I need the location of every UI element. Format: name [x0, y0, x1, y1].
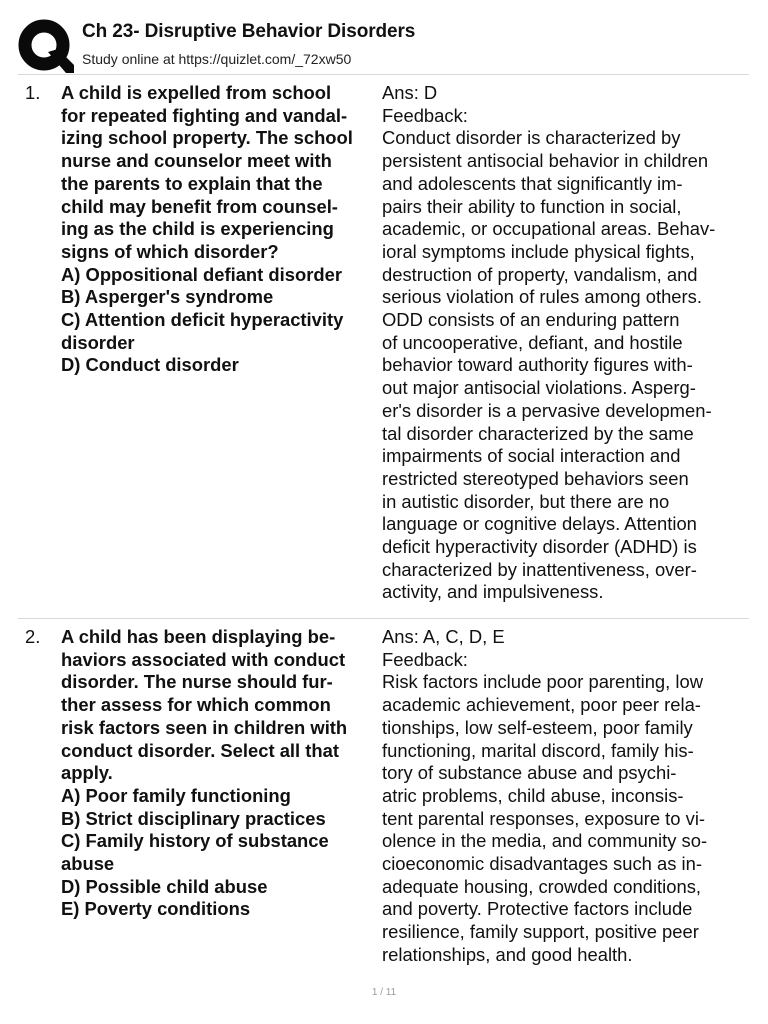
- answer-line: adequate housing, crowded conditions,: [382, 875, 701, 897]
- answer-line: resilience, family support, positive peer: [382, 921, 699, 943]
- answer-line: Conduct disorder is characterized by: [382, 127, 681, 149]
- answer-line: olence in the media, and community so-: [382, 830, 708, 852]
- answer-text: [382, 82, 748, 604]
- question-line: A) Poor family functioning: [61, 784, 291, 806]
- question-line: A child has been displaying be-: [61, 626, 336, 647]
- answer-line: relationships, and good health.: [382, 943, 633, 965]
- question-line: disorder. The nurse should fur-: [61, 671, 333, 693]
- answer-line: restricted stereotyped behaviors seen: [382, 467, 689, 489]
- answer-line: characterized by inattentiveness, over-: [382, 558, 697, 580]
- question-line: the parents to explain that the: [61, 172, 323, 194]
- question-line: A) Oppositional defiant disorder: [61, 263, 342, 285]
- answer-line: language or cognitive delays. Attention: [382, 513, 697, 535]
- question-line: conduct disorder. Select all that: [61, 739, 339, 761]
- question-line: D) Conduct disorder: [61, 354, 239, 376]
- question-text: [61, 82, 381, 377]
- answer-line: pairs their ability to function in social,: [382, 195, 682, 217]
- question-line: disorder: [61, 331, 135, 353]
- answer-line: serious violation of rules among others.: [382, 286, 702, 308]
- question-line: risk factors seen in children with: [61, 716, 348, 738]
- question-line: ing as the child is experiencing: [61, 218, 334, 240]
- answer-line: ODD consists of an enduring pattern: [382, 309, 680, 331]
- answer-line: tent parental responses, exposure to vi-: [382, 807, 706, 829]
- study-online-link-text[interactable]: Study online at https://quizlet.com/_72xw50: [82, 51, 352, 67]
- answer-line: of uncooperative, defiant, and hostile: [382, 331, 683, 353]
- question-line: C) Family history of substance: [61, 830, 329, 852]
- card-number: 1.: [25, 82, 41, 103]
- question-line: child may benefit from counsel-: [61, 195, 338, 217]
- answer-line: atric problems, child abuse, inconsis-: [382, 784, 684, 806]
- answer-line: academic, or occupational areas. Behav-: [382, 218, 716, 240]
- answer-line: and poverty. Protective factors include: [382, 898, 693, 920]
- answer-line: destruction of property, vandalism, and: [382, 263, 698, 285]
- answer-line: Feedback:: [382, 104, 468, 126]
- answer-text: [382, 626, 748, 967]
- divider: [18, 618, 749, 619]
- flashcard-1: [18, 82, 749, 610]
- question-line: C) Attention deficit hyperactivity: [61, 309, 344, 331]
- answer-line: tal disorder characterized by the same: [382, 422, 694, 444]
- answer-line: Risk factors include poor parenting, low: [382, 671, 703, 693]
- answer-line: Ans: A, C, D, E: [382, 626, 505, 647]
- question-line: izing school property. The school: [61, 127, 353, 149]
- answer-line: impairments of social interaction and: [382, 445, 681, 467]
- answer-line: cioeconomic disadvantages such as in-: [382, 853, 702, 875]
- question-line: haviors associated with conduct: [61, 648, 346, 670]
- answer-line: behavior toward authority figures with-: [382, 354, 693, 376]
- question-line: ther assess for which common: [61, 694, 331, 716]
- answer-line: tionships, low self-esteem, poor family: [382, 716, 693, 738]
- answer-line: persistent antisocial behavior in children: [382, 150, 709, 172]
- question-line: nurse and counselor meet with: [61, 150, 332, 172]
- document-title: Ch 23- Disruptive Behavior Disorders: [82, 21, 416, 42]
- question-line: B) Strict disciplinary practices: [61, 807, 326, 829]
- answer-line: tory of substance abuse and psychi-: [382, 762, 677, 784]
- card-number: 2.: [25, 626, 41, 647]
- answer-line: Feedback:: [382, 648, 468, 670]
- question-line: abuse: [61, 853, 115, 875]
- question-line: B) Asperger's syndrome: [61, 286, 274, 308]
- answer-line: out major antisocial violations. Asperg-: [382, 377, 696, 399]
- question-text: [61, 626, 381, 921]
- answer-line: in autistic disorder, but there are no: [382, 490, 670, 512]
- page-indicator: 1 / 11: [371, 987, 397, 998]
- answer-line: er's disorder is a pervasive developmen-: [382, 399, 712, 421]
- answer-line: deficit hyperactivity disorder (ADHD) is: [382, 536, 697, 558]
- answer-line: activity, and impulsiveness.: [382, 581, 604, 603]
- question-line: E) Poverty conditions: [61, 898, 251, 920]
- flashcard-2: [18, 626, 749, 976]
- question-line: apply.: [61, 762, 113, 784]
- question-line: D) Possible child abuse: [61, 875, 268, 897]
- quizlet-q-logo-icon: [18, 19, 74, 75]
- divider: [18, 74, 749, 75]
- question-line: for repeated fighting and vandal-: [61, 104, 348, 126]
- question-line: signs of which disorder?: [61, 240, 279, 262]
- question-line: A child is expelled from school: [61, 82, 332, 103]
- answer-line: and adolescents that significantly im-: [382, 172, 683, 194]
- answer-line: Ans: D: [382, 82, 438, 103]
- answer-line: academic achievement, poor peer rela-: [382, 694, 701, 716]
- page-header: [0, 0, 768, 74]
- answer-line: functioning, marital discord, family his-: [382, 739, 694, 761]
- answer-line: ioral symptoms include physical fights,: [382, 240, 695, 262]
